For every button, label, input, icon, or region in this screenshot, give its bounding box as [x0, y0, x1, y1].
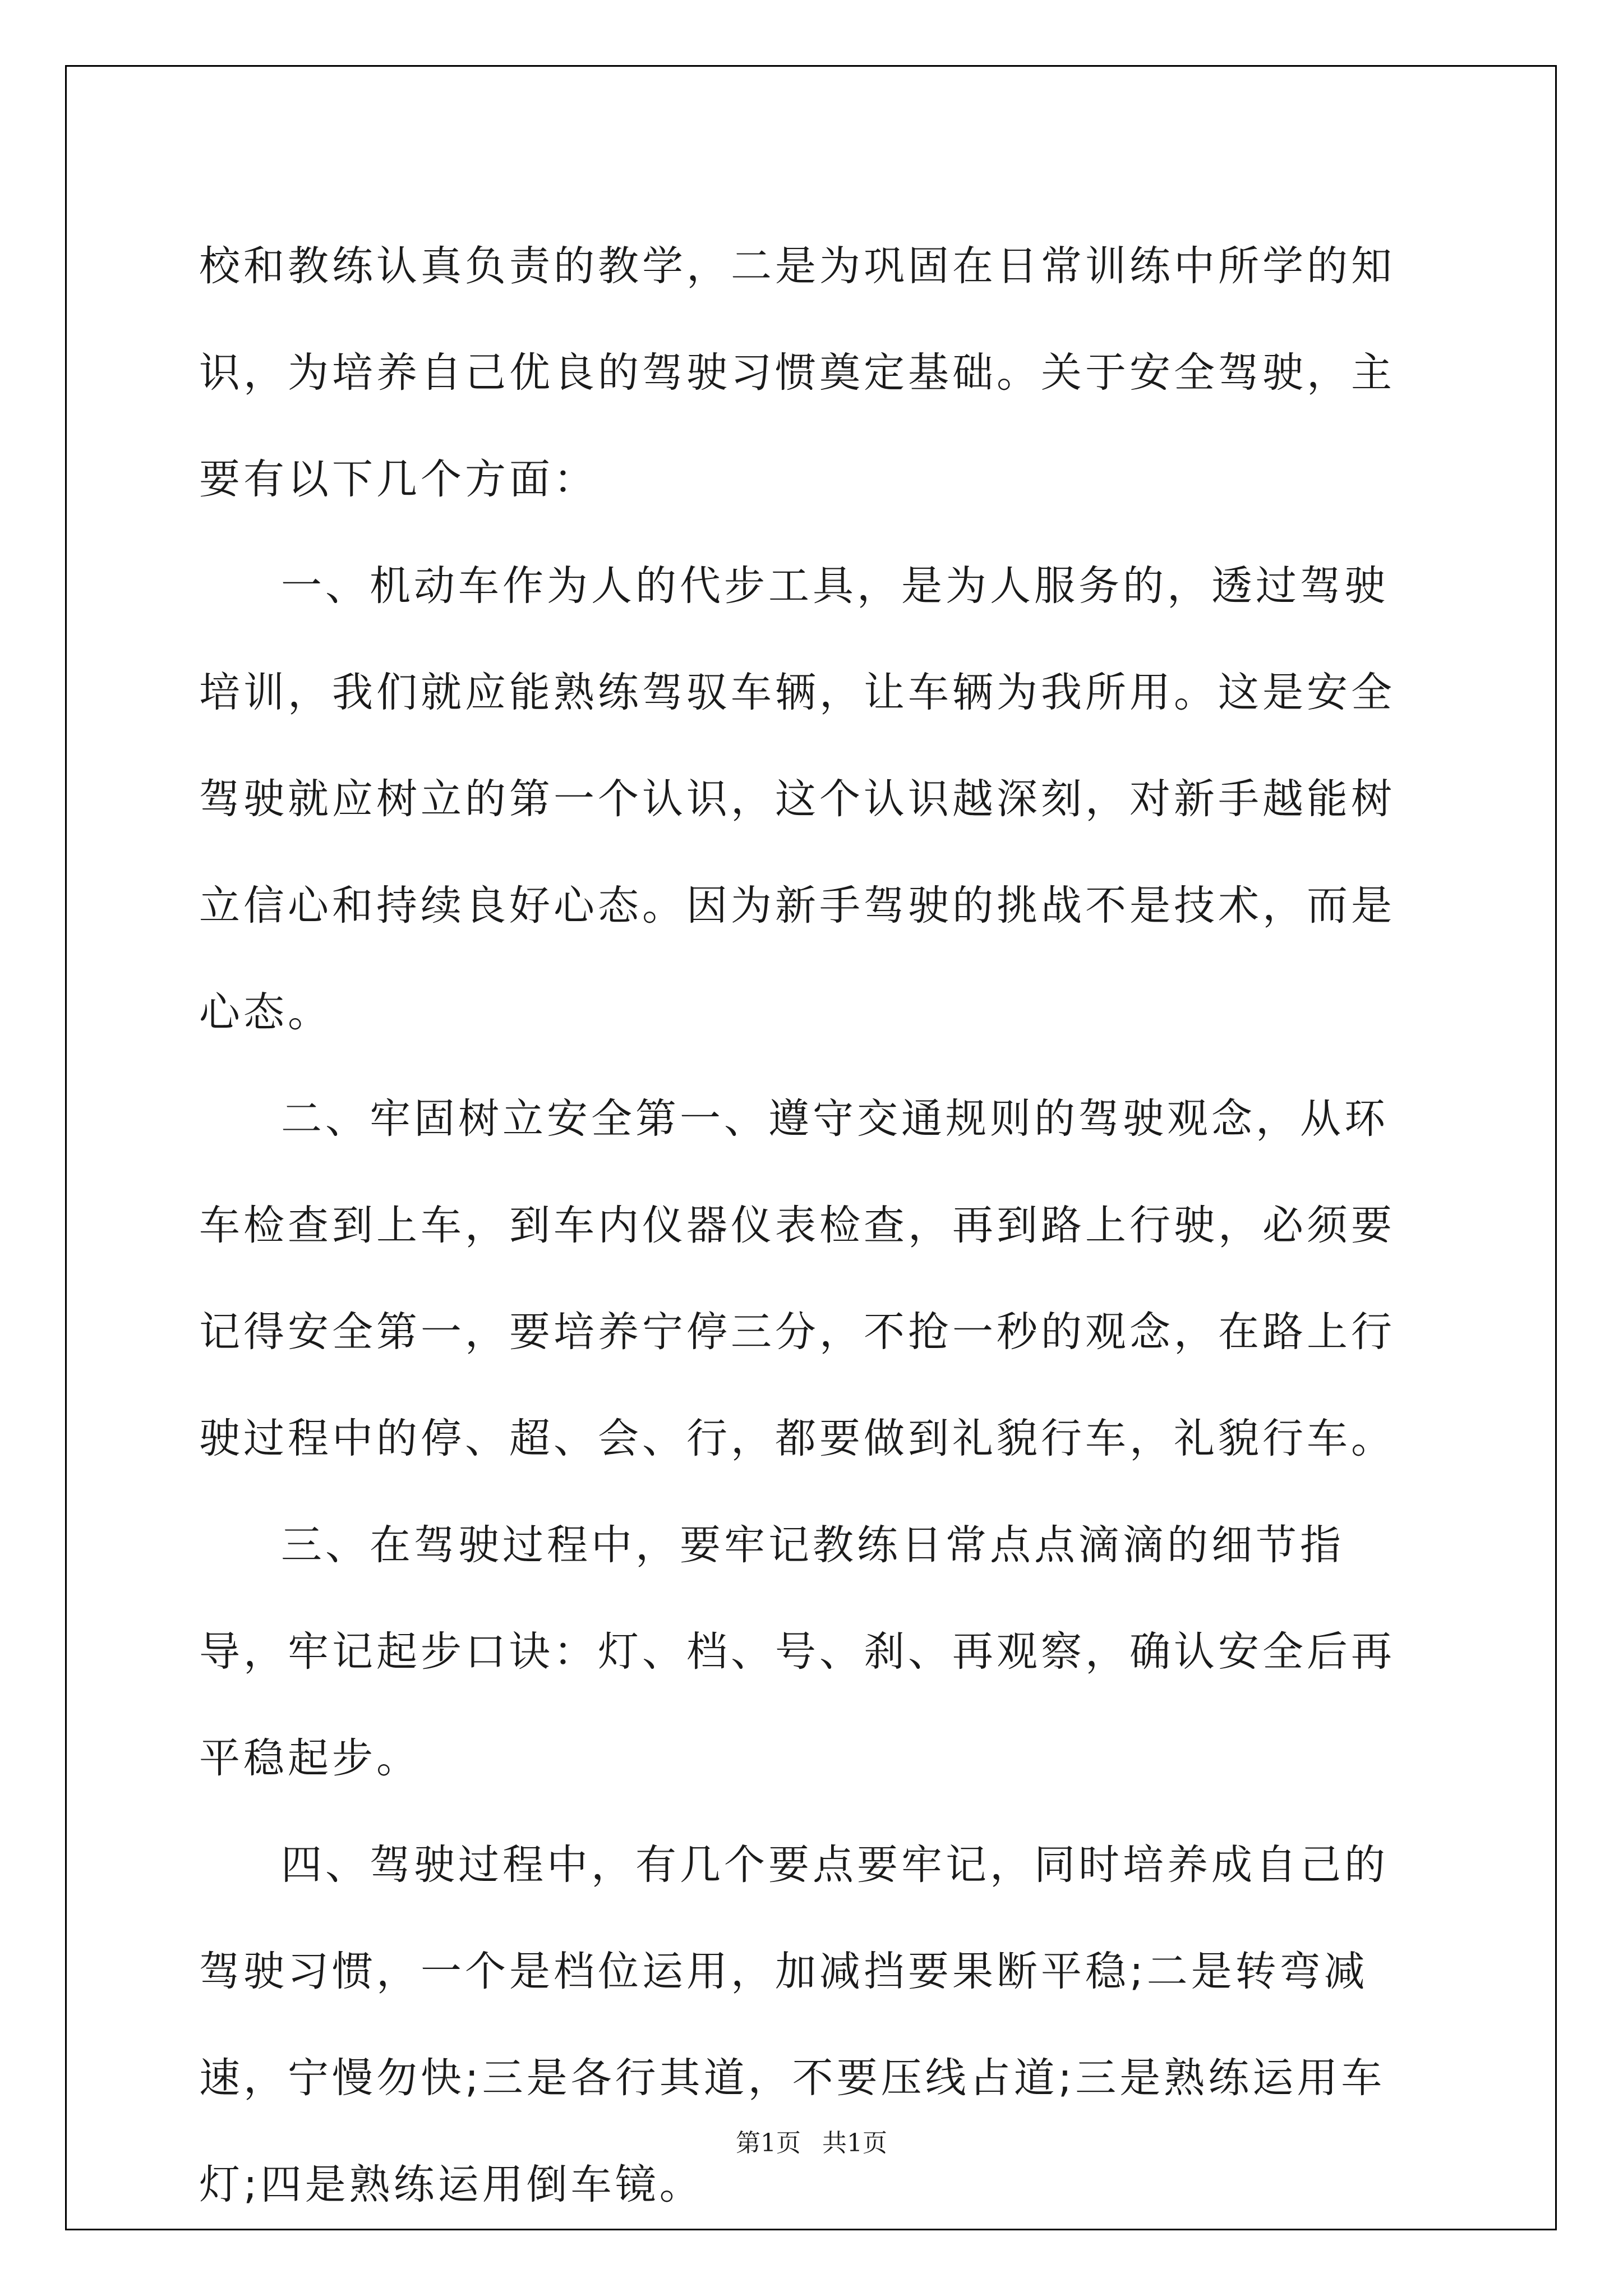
- paragraph-point-one: 一、机动车作为人的代步工具，是为人服务的，透过驾驶培训，我们就应能熟练驾驭车辆，让车辆为我所用。这是安全驾驶就应树立的第一个认识，这个认识越深刻，对新手越能树立信心和持续良好心态。因为新手驾驶的挑战不是技术，而是心态。: [199, 562, 1395, 1036]
- paragraph-continuation: 校和教练认真负责的教学，二是为巩固在日常训练中所学的知识，为培养自己优良的驾驶习惯奠定基础。关于安全驾驶，主要有以下几个方面：: [199, 242, 1395, 503]
- paragraph-point-two: 二、牢固树立安全第一、遵守交通规则的驾驶观念，从环车检查到上车，到车内仪器仪表检查，再到路上行驶，必须要记得安全第一，要培养宁停三分，不抢一秒的观念，在路上行驶过程中的停、超、会、行，都要做到礼貌行车，礼貌行车。: [199, 1095, 1395, 1462]
- page-total: 共1页: [822, 2129, 887, 2157]
- page-number: 第1页: [736, 2129, 801, 2157]
- document-body: [199, 213, 1427, 2238]
- paragraph-point-three: 三、在驾驶过程中，要牢记教练日常点点滴滴的细节指导，牢记起步口诀：灯、档、号、刹、再观察，确认安全后再平稳起步。: [199, 1521, 1395, 1782]
- page-footer: [0, 2123, 1623, 2159]
- paragraph-point-four: 四、驾驶过程中，有几个要点要牢记，同时培养成自己的驾驶习惯，一个是档位运用，加减挡要果断平稳;二是转弯减速，宁慢勿快;三是各行其道，不要压线占道;三是熟练运用车灯;四是熟练运用倒车镜。: [199, 1841, 1389, 2208]
